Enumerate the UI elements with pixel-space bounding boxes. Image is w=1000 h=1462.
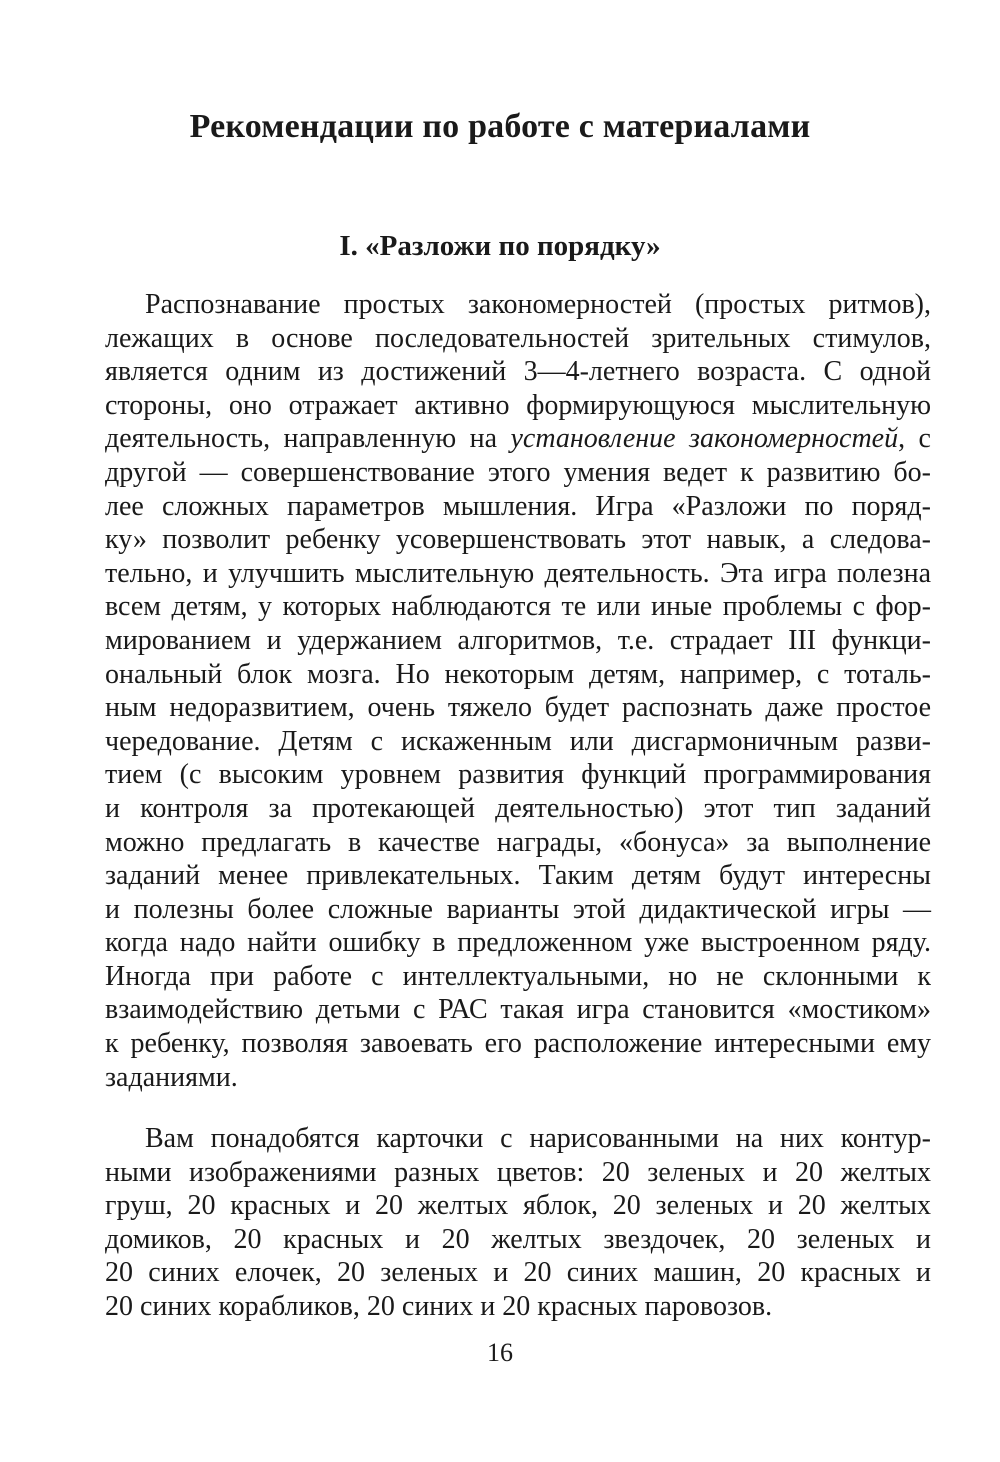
text-line: лее сложных параметров мышления. Игра «Разложи по поряд-	[105, 490, 931, 522]
text-line: 20 синих корабликов, 20 синих и 20 красных паровозов.	[105, 1290, 773, 1322]
text-line: заданий менее привлекательных. Таким детям будут интересны	[105, 860, 931, 892]
text-line: к ребенку, позволяя завоевать его расположение интересными ему	[105, 1028, 931, 1060]
page-number: 16	[487, 1338, 513, 1367]
text-fragment: деятельность, направленную на	[105, 423, 511, 455]
text-line: ными изображениями разных цветов: 20 зеленых и 20 желтых	[105, 1156, 931, 1188]
text-line: можно предлагать в качестве награды, «бонуса» за выполнение	[105, 826, 931, 858]
section-title: I. «Разложи по порядку»	[339, 230, 661, 262]
text-line: всем детям, у которых наблюдаются те или иные проблемы с фор-	[105, 591, 931, 623]
text-line: и полезны более сложные варианты этой дидактической игры —	[105, 893, 931, 925]
text-line: другой — совершенствование этого умения ведет к развитию бо-	[105, 456, 931, 488]
text-line: тием (с высоким уровнем развития функций программирования	[105, 759, 931, 791]
page-title: Рекомендации по работе с материалами	[189, 108, 811, 145]
text-fragment: , с	[898, 423, 931, 455]
text-line: стороны, оно отражает активно формирующуюся мыслительную	[105, 389, 931, 421]
text-line: когда надо найти ошибку в предложенном уже выстроенном ряду.	[105, 927, 931, 959]
text-line: и контроля за протекающей деятельностью) этот тип заданий	[105, 792, 931, 824]
text-line: Вам понадобятся карточки с нарисованными на них контур-	[145, 1123, 931, 1154]
text-line: груш, 20 красных и 20 желтых яблок, 20 зеленых и 20 желтых	[105, 1190, 931, 1222]
text-line: домиков, 20 красных и 20 желтых звездочек, 20 зеленых и	[105, 1223, 931, 1255]
text-line: взаимодействию детьми с РАС такая игра становится «мостиком»	[105, 994, 931, 1026]
text-line: 20 синих елочек, 20 зеленых и 20 синих машин, 20 красных и	[105, 1257, 931, 1289]
text-line: лежащих в основе последовательностей зрительных стимулов,	[105, 322, 931, 354]
text-line: Распознавание простых закономерностей (простых ритмов),	[145, 289, 931, 320]
text-line: тельно, и улучшить мыслительную деятельность. Эта игра полезна	[105, 557, 931, 589]
text-line: является одним из достижений 3—4-летнего возраста. С одной	[105, 356, 931, 388]
text-line: ным недоразвитием, очень тяжело будет распознать даже простое	[105, 692, 931, 724]
emphasized-term: установление закономерностей	[510, 423, 899, 455]
text-line: чередование. Детям с искаженным или дисгармоничным разви-	[105, 725, 931, 757]
text-line: заданиями.	[105, 1061, 238, 1093]
paragraph-materials	[105, 1122, 931, 1324]
text-line: мированием и удержанием алгоритмов, т.е. страдает III функци-	[105, 624, 931, 656]
text-line: ку» позволит ребенку усовершенствовать этот навык, а следова-	[105, 524, 931, 556]
paragraph-recognition	[105, 288, 931, 1094]
text-line: ональный блок мозга. Но некоторым детям, например, с тоталь-	[105, 658, 931, 690]
text-line: Иногда при работе с интеллектуальными, но не склонными к	[105, 960, 931, 992]
text-line-with-emphasis	[105, 422, 931, 456]
